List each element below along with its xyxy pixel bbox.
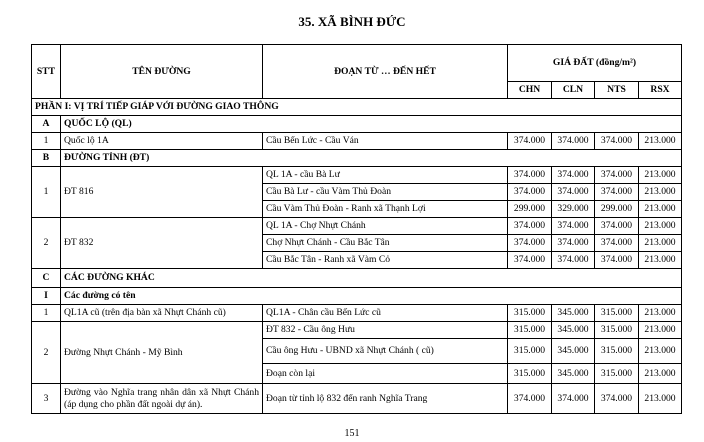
road-name: Quốc lộ 1A: [61, 133, 263, 150]
section-stt: A: [32, 116, 61, 133]
road-name: QL1A cũ (trên địa bàn xã Nhựt Chánh cũ): [61, 305, 263, 322]
segment: Đoạn từ tỉnh lộ 832 đến ranh Nghĩa Trang: [263, 384, 508, 414]
price-rsx: 213.000: [639, 339, 682, 364]
table-row: [32, 133, 682, 150]
segment: Cầu Bà Lư - cầu Vàm Thủ Đoàn: [263, 184, 508, 201]
page-number: 151: [344, 428, 360, 439]
row-stt: 1: [32, 305, 61, 322]
table-row: [32, 322, 682, 339]
price-cln: 329.000: [552, 201, 595, 218]
section-label: ĐƯỜNG TỈNH (ĐT): [61, 150, 682, 167]
price-rsx: 213.000: [639, 364, 682, 384]
table-row: [32, 218, 682, 235]
price-chn: 374.000: [508, 384, 552, 414]
row-stt: 2: [32, 218, 61, 269]
price-nts: 315.000: [595, 364, 639, 384]
price-chn: 315.000: [508, 339, 552, 364]
price-rsx: 213.000: [639, 305, 682, 322]
header-rsx: RSX: [639, 82, 682, 99]
price-chn: 374.000: [508, 252, 552, 269]
price-rsx: 213.000: [639, 384, 682, 414]
price-cln: 374.000: [552, 167, 595, 184]
header-stt: STT: [32, 45, 61, 99]
price-cln: 374.000: [552, 184, 595, 201]
price-chn: 374.000: [508, 235, 552, 252]
price-rsx: 213.000: [639, 322, 682, 339]
land-price-table: [31, 44, 682, 414]
price-nts: 374.000: [595, 235, 639, 252]
header-cln: CLN: [552, 82, 595, 99]
price-rsx: 213.000: [639, 218, 682, 235]
price-chn: 299.000: [508, 201, 552, 218]
section-stt: B: [32, 150, 61, 167]
table-row: [32, 384, 682, 414]
section-stt: I: [32, 288, 61, 305]
price-chn: 374.000: [508, 133, 552, 150]
segment: Cầu Bắc Tân - Ranh xã Vàm Cỏ: [263, 252, 508, 269]
page-title: 35. XÃ BÌNH ĐỨC: [298, 14, 406, 29]
row-stt: 2: [32, 322, 61, 384]
price-cln: 345.000: [552, 322, 595, 339]
row-stt: 1: [32, 167, 61, 218]
part-heading: PHẦN I: VỊ TRÍ TIẾP GIÁP VỚI ĐƯỜNG GIAO THÔNG: [32, 99, 682, 116]
price-nts: 374.000: [595, 133, 639, 150]
price-chn: 374.000: [508, 184, 552, 201]
price-nts: 374.000: [595, 218, 639, 235]
row-stt: 3: [32, 384, 61, 414]
price-nts: 374.000: [595, 184, 639, 201]
header-nts: NTS: [595, 82, 639, 99]
header-doan: ĐOẠN TỪ … ĐẾN HẾT: [263, 45, 508, 99]
price-chn: 374.000: [508, 167, 552, 184]
segment: Cầu Vàm Thủ Đoàn - Ranh xã Thạnh Lợi: [263, 201, 508, 218]
segment: Chợ Nhựt Chánh - Cầu Bắc Tân: [263, 235, 508, 252]
price-cln: 345.000: [552, 364, 595, 384]
price-nts: 374.000: [595, 252, 639, 269]
price-rsx: 213.000: [639, 235, 682, 252]
segment: ĐT 832 - Cầu ông Hưu: [263, 322, 508, 339]
price-chn: 315.000: [508, 322, 552, 339]
table-row: [32, 305, 682, 322]
price-nts: 315.000: [595, 322, 639, 339]
price-nts: 374.000: [595, 167, 639, 184]
price-rsx: 213.000: [639, 252, 682, 269]
price-nts: 299.000: [595, 201, 639, 218]
table-row: [32, 167, 682, 184]
price-cln: 374.000: [552, 235, 595, 252]
segment: Cầu Bến Lức - Cầu Ván: [263, 133, 508, 150]
price-cln: 374.000: [552, 384, 595, 414]
price-chn: 374.000: [508, 218, 552, 235]
segment: QL1A - Chân cầu Bến Lức cũ: [263, 305, 508, 322]
price-cln: 345.000: [552, 305, 595, 322]
price-rsx: 213.000: [639, 184, 682, 201]
price-chn: 315.000: [508, 364, 552, 384]
price-nts: 315.000: [595, 339, 639, 364]
section-stt: C: [32, 269, 61, 288]
price-cln: 374.000: [552, 218, 595, 235]
header-chn: CHN: [508, 82, 552, 99]
price-cln: 374.000: [552, 133, 595, 150]
price-rsx: 213.000: [639, 167, 682, 184]
section-label: Các đường có tên: [61, 288, 682, 305]
segment: QL 1A - Chợ Nhựt Chánh: [263, 218, 508, 235]
header-gia-dat: GIÁ ĐẤT (đồng/m²): [508, 45, 682, 82]
price-chn: 315.000: [508, 305, 552, 322]
header-ten-duong: TÊN ĐƯỜNG: [61, 45, 263, 99]
section-label: CÁC ĐƯỜNG KHÁC: [61, 269, 682, 288]
price-cln: 374.000: [552, 252, 595, 269]
road-name: Đường vào Nghĩa trang nhân dân xã Nhựt Chánh (áp dụng cho phần đất ngoài dự án).: [61, 384, 263, 414]
price-cln: 345.000: [552, 339, 595, 364]
segment: Cầu ông Hưu - UBND xã Nhựt Chánh ( cũ): [263, 339, 508, 364]
section-label: QUỐC LỘ (QL): [61, 116, 682, 133]
road-name: ĐT 816: [61, 167, 263, 218]
price-nts: 374.000: [595, 384, 639, 414]
segment: Đoạn còn lại: [263, 364, 508, 384]
price-nts: 315.000: [595, 305, 639, 322]
segment: QL 1A - cầu Bà Lư: [263, 167, 508, 184]
row-stt: 1: [32, 133, 61, 150]
road-name: ĐT 832: [61, 218, 263, 269]
price-rsx: 213.000: [639, 133, 682, 150]
price-rsx: 213.000: [639, 201, 682, 218]
road-name: Đường Nhựt Chánh - Mỹ Bình: [61, 322, 263, 384]
